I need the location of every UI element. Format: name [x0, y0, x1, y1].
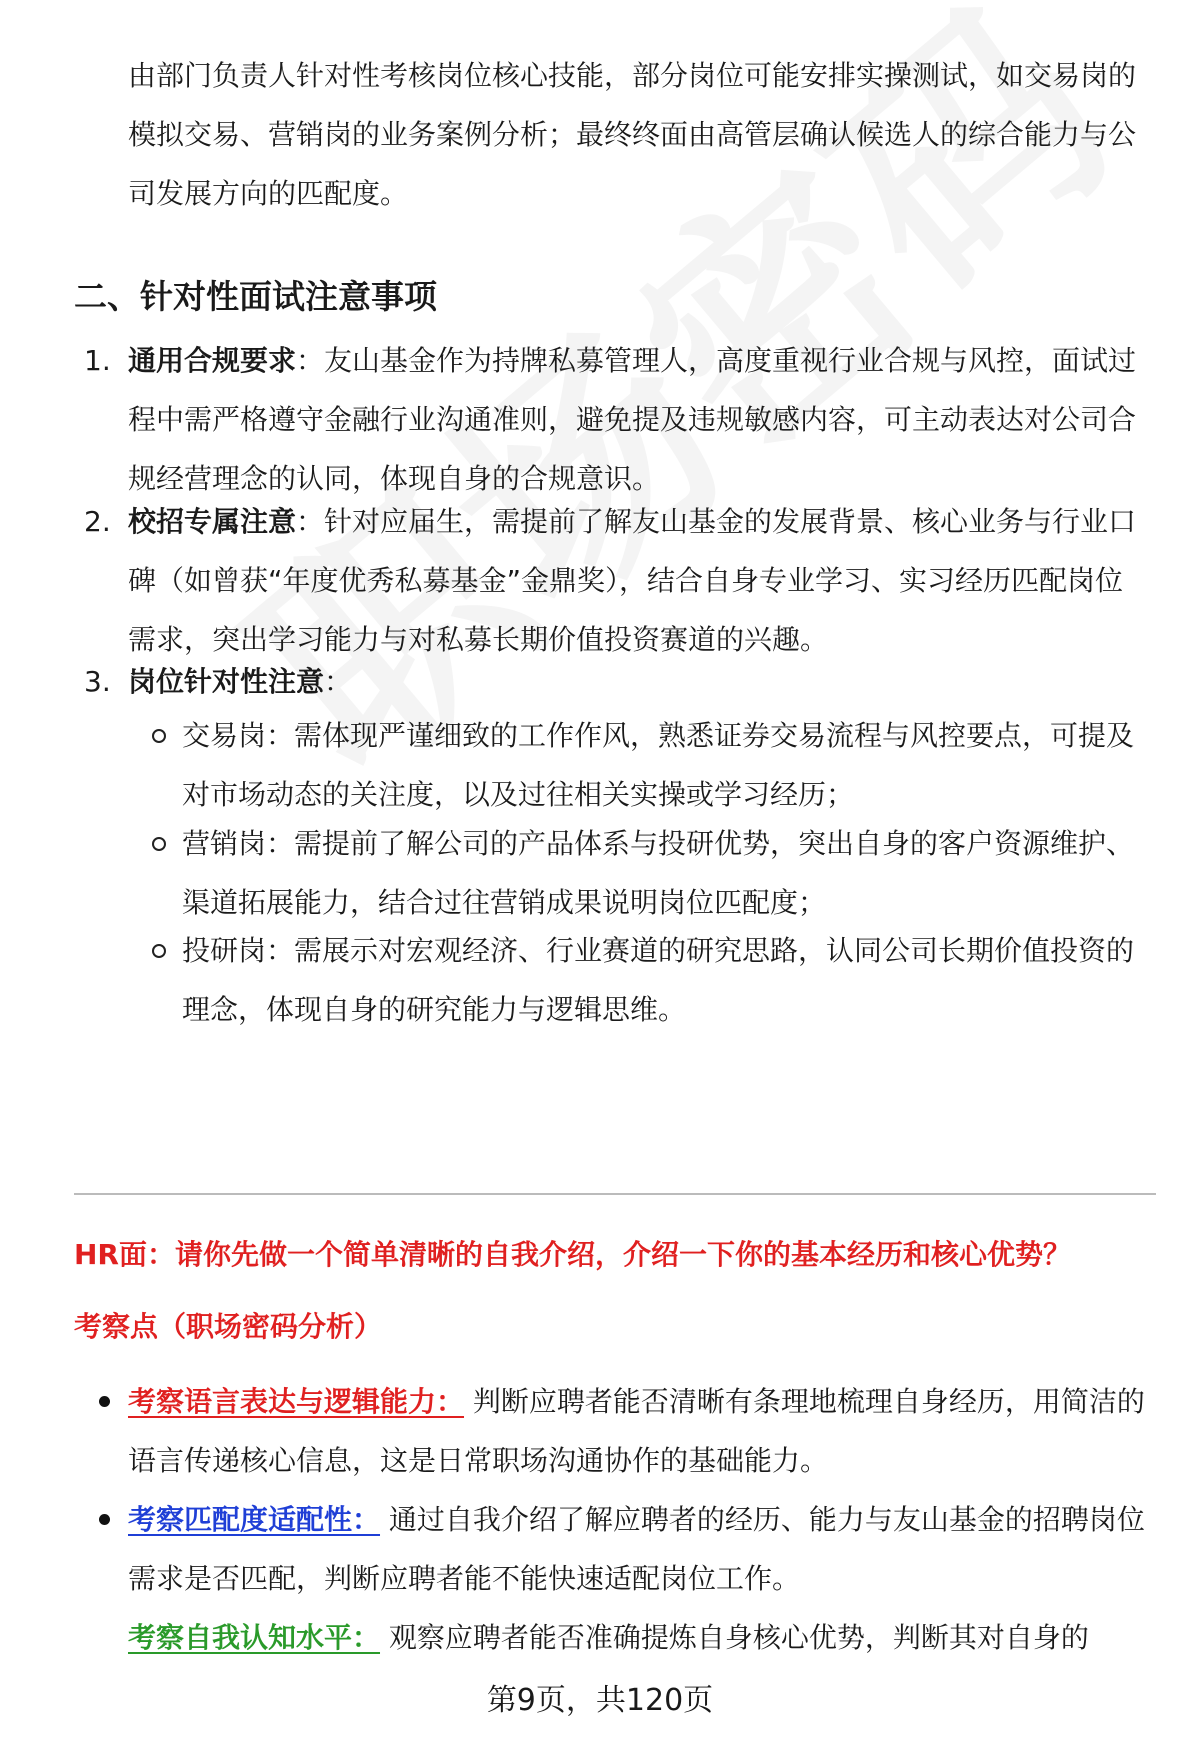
- sub-list-item: [182, 706, 1148, 824]
- item-text: ：: [324, 665, 353, 698]
- bullet-item: [128, 1608, 1148, 1667]
- item-text: ：针对应届生，需提前了解友山基金的发展背景、核心业务与行业口碑（如曾获“年度优秀私募基金”金鼎奖），结合自身专业学习、实习经历匹配岗位需求，突出学习能力与对私募长期价值投资赛道的兴趣。: [128, 505, 1137, 656]
- section-heading: 二、针对性面试注意事项: [74, 277, 437, 316]
- sub-item-text: 营销岗：需提前了解公司的产品体系与投研优势，突出自身的客户资源维护、渠道拓展能力，结合过往营销成果说明岗位匹配度；: [182, 827, 1135, 919]
- bullet-text: 通过自我介绍了解应聘者的经历、能力与友山基金的招聘岗位需求是否匹配，判断应聘者能不能快速适配岗位工作。: [128, 1503, 1145, 1595]
- item-title: 通用合规要求: [128, 344, 297, 377]
- bullet-label: 考察匹配度适配性：: [128, 1503, 381, 1536]
- item-title: 岗位针对性注意: [128, 665, 325, 698]
- bullet-label: 考察自我认知水平：: [128, 1621, 381, 1654]
- circle-bullet-icon: [152, 729, 166, 743]
- hr-question: HR面：请你先做一个简单清晰的自我介绍，介绍一下你的基本经历和核心优势？: [74, 1238, 1071, 1271]
- sub-item-text: 投研岗：需展示对宏观经济、行业赛道的研究思路，认同公司长期价值投资的理念，体现自身的研究能力与逻辑思维。: [182, 934, 1135, 1026]
- list-item: [84, 492, 1148, 669]
- item-number: 3.: [84, 665, 111, 698]
- page-footer: 第9页，共120页: [486, 1683, 714, 1718]
- intro-paragraph: 由部门负责人针对性考核岗位核心技能，部分岗位可能安排实操测试，如交易岗的模拟交易、营销岗的业务案例分析；最终终面由高管层确认候选人的综合能力与公司发展方向的匹配度。: [128, 59, 1137, 210]
- sub-item-text: 交易岗：需体现严谨细致的工作作风，熟悉证券交易流程与风控要点，可提及对市场动态的关注度，以及过往相关实操或学习经历；: [182, 719, 1135, 811]
- bullet-text: 观察应聘者能否准确提炼自身核心优势，判断其对自身的: [380, 1621, 1089, 1654]
- bullet-text: 判断应聘者能否清晰有条理地梳理自身经历，用简洁的语言传递核心信息，这是日常职场沟通协作的基础能力。: [128, 1385, 1145, 1477]
- circle-bullet-icon: [152, 944, 166, 958]
- item-number: 1.: [84, 344, 111, 377]
- sub-list-item: [182, 814, 1148, 932]
- bullet-dot-icon: [99, 1514, 110, 1525]
- item-title: 校招专属注意: [128, 505, 297, 538]
- circle-bullet-icon: [152, 837, 166, 851]
- bullet-dot-icon: [99, 1396, 110, 1407]
- assess-heading: 考察点（职场密码分析）: [74, 1310, 383, 1343]
- list-item: [84, 331, 1148, 508]
- bullet-item: [128, 1490, 1148, 1608]
- bullet-item: [128, 1372, 1148, 1490]
- bullet-label: 考察语言表达与逻辑能力：: [128, 1385, 465, 1418]
- divider: [74, 1193, 1156, 1195]
- item-number: 2.: [84, 505, 111, 538]
- item-text: ：友山基金作为持牌私募管理人，高度重视行业合规与风控，面试过程中需严格遵守金融行业沟通准则，避免提及违规敏感内容，可主动表达对公司合规经营理念的认同，体现自身的合规意识。: [128, 344, 1137, 495]
- list-item: [84, 652, 1148, 711]
- sub-list-item: [182, 921, 1148, 1039]
